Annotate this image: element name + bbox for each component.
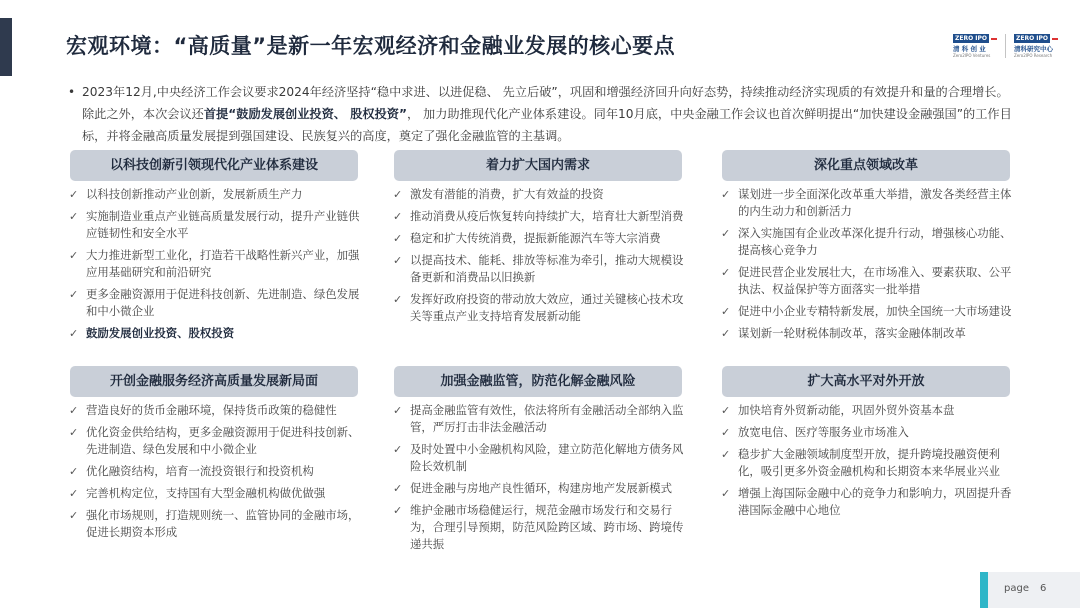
list-item: ✓ 以科技创新推动产业创新，发展新质生产力: [69, 187, 303, 201]
page-number-box: [980, 572, 1080, 608]
list-item: ✓ 推动消费从疫后恢复转向持续扩大，培育壮大新型消费: [393, 209, 684, 223]
list-item: ✓ 更多金融资源用于促进科技创新、先进制造、绿色发展和中小微企业: [69, 287, 360, 318]
page-title: 宏观环境：“高质量”是新一年宏观经济和金融业发展的核心要点: [66, 34, 676, 58]
list-item: ✓ 实施制造业重点产业链高质量发展行动，提升产业链供应链韧性和安全水平: [69, 209, 360, 240]
section-domestic-demand: [392, 150, 692, 325]
list-item: ✓ 谋划新一轮财税体制改革，落实金融体制改革: [721, 326, 966, 340]
check-icon: ✓: [393, 188, 403, 201]
section-header: 深化重点领域改革: [722, 150, 1010, 181]
check-icon: ✓: [393, 504, 403, 517]
check-icon: ✓: [393, 254, 403, 267]
list-item: ✓ 鼓励发展创业投资、股权投资: [69, 326, 235, 340]
list-item: ✓ 完善机构定位，支持国有大型金融机构做优做强: [69, 486, 326, 500]
logo-ventures: [953, 34, 997, 58]
logo-divider: [1005, 34, 1006, 58]
check-icon: ✓: [69, 249, 79, 262]
logo-dash: [1052, 38, 1058, 40]
list-item: ✓ 促进民营企业发展壮大，在市场准入、要素获取、公平执法、权益保护等方面落实一批举措: [721, 265, 1012, 296]
section-header: 以科技创新引领现代化产业体系建设: [70, 150, 358, 181]
section-header: 扩大高水平对外开放: [722, 366, 1010, 397]
list-item: ✓ 放宽电信、医疗等服务业市场准入: [721, 425, 909, 439]
check-icon: ✓: [721, 327, 731, 340]
check-icon: ✓: [69, 288, 79, 301]
list-item: ✓ 深入实施国有企业改革深化提升行动，增强核心功能、提高核心竞争力: [721, 226, 1012, 257]
check-icon: ✓: [69, 509, 79, 522]
check-icon: ✓: [69, 426, 79, 439]
logo-research: [1014, 34, 1058, 58]
check-icon: ✓: [721, 448, 731, 461]
list-item: ✓ 促进金融与房地产良性循环，构建房地产发展新模式: [393, 481, 672, 495]
list-item: ✓ 稳定和扩大传统消费，提振新能源汽车等大宗消费: [393, 231, 661, 245]
check-icon: ✓: [721, 305, 731, 318]
logo-mark: ZERO IPO: [955, 35, 987, 42]
list-item: ✓ 稳步扩大金融领域制度型开放，提升跨境投融资便利化，吸引更多外资金融机构和长期资本来华展业兴业: [721, 447, 1000, 478]
check-icon: ✓: [721, 227, 731, 240]
check-icon: ✓: [69, 465, 79, 478]
logo-dash: [991, 38, 997, 40]
bullet-icon: •: [68, 85, 76, 99]
check-icon: ✓: [393, 443, 403, 456]
check-icon: ✓: [393, 404, 403, 417]
check-icon: ✓: [721, 404, 731, 417]
section-finance-regulation: [392, 366, 692, 553]
intro-highlight: 首提“鼓励发展创业投资、 股权投资”: [203, 107, 407, 121]
check-icon: ✓: [69, 404, 79, 417]
list-item: ✓ 维护金融市场稳健运行，规范金融市场发行和交易行为，合理引导预期，防范风险跨区域、跨市场、跨境传递共振: [393, 503, 684, 551]
list-item: ✓ 大力推进新型工业化，打造若干战略性新兴产业，加强应用基础研究和前沿研究: [69, 248, 360, 279]
section-header: 加强金融监管，防范化解金融风险: [394, 366, 682, 397]
logo-en: Zero2IPO Research: [1014, 53, 1053, 58]
check-icon: ✓: [393, 232, 403, 245]
list-item: ✓ 增强上海国际金融中心的竞争力和影响力，巩固提升香港国际金融中心地位: [721, 486, 1012, 517]
check-icon: ✓: [393, 293, 403, 306]
check-icon: ✓: [393, 482, 403, 495]
list-item: ✓ 谋划进一步全面深化改革重大举措，激发各类经营主体的内生动力和创新活力: [721, 187, 1012, 218]
list-item: ✓ 加快培育外贸新动能，巩固外贸外资基本盘: [721, 403, 955, 417]
check-icon: ✓: [721, 426, 731, 439]
list-item: ✓ 提高金融监管有效性，依法将所有金融活动全部纳入监管，严厉打击非法金融活动: [393, 403, 684, 434]
list-item: ✓ 及时处置中小金融机构风险，建立防范化解地方债务风险长效机制: [393, 442, 684, 473]
list-item: ✓ 强化市场规则，打造规则统一、监管协同的金融市场，促进长期资本形成: [69, 508, 360, 539]
check-icon: ✓: [393, 210, 403, 223]
check-icon: ✓: [69, 487, 79, 500]
list-item: ✓ 优化资金供给结构，更多金融资源用于促进科技创新、先进制造、绿色发展和中小微企业: [69, 425, 360, 456]
accent-bar: [0, 18, 12, 76]
page-number: 6: [1040, 583, 1047, 594]
list-item: ✓ 发挥好政府投资的带动放大效应，通过关键核心技术攻关等重点产业支持培育发展新动能: [393, 292, 684, 323]
section-tech-innovation: [68, 150, 368, 342]
check-icon: ✓: [69, 188, 79, 201]
list-item: ✓ 营造良好的货币金融环境，保持货币政策的稳健性: [69, 403, 337, 417]
intro-text-2: ， 加力助推现代化产业体系建设。同年10月底，中央金融工作会议也首次鲜明提出“加快建设金融强国”的工作目标，并将金融高质量发展提到强国建设、民族复兴的高度，奠定了强化金融监管的主基调。: [82, 107, 1012, 143]
logo-mark: ZERO IPO: [1016, 35, 1048, 42]
page-label: page: [1004, 583, 1029, 594]
list-item: ✓ 以提高技术、能耗、排放等标准为牵引，推动大规模设备更新和消费品以旧换新: [393, 253, 684, 284]
list-item: ✓ 优化融资结构，培育一流投资银行和投资机构: [69, 464, 314, 478]
check-icon: ✓: [69, 327, 79, 340]
check-icon: ✓: [721, 487, 731, 500]
check-icon: ✓: [69, 210, 79, 223]
logo-cn: 清科研究中心: [1014, 45, 1053, 53]
check-icon: ✓: [721, 266, 731, 279]
list-item: ✓ 促进中小企业专精特新发展，加快全国统一大市场建设: [721, 304, 1012, 318]
intro-paragraph: [68, 81, 1020, 147]
list-item: ✓ 激发有潜能的消费，扩大有效益的投资: [393, 187, 604, 201]
section-opening-up: [720, 366, 1020, 519]
logo-group: [953, 34, 1058, 58]
logo-cn: 清 科 创 业: [953, 45, 986, 53]
section-header: 着力扩大国内需求: [394, 150, 682, 181]
section-finance-service: [68, 366, 368, 541]
logo-en: Zero2IPO Ventures: [953, 53, 991, 58]
section-header: 开创金融服务经济高质量发展新局面: [70, 366, 358, 397]
intro-text-1: 2023年12月,中央经济工作会议要求2024年经济坚持“稳中求进、以进促稳、 先立后破”，巩固和增强经济回升向好态势，持续推动经济实现质的有效提升和量的合理增长。除此之外，本次会议还: [82, 85, 1009, 121]
page-accent: [980, 572, 988, 608]
check-icon: ✓: [721, 188, 731, 201]
section-key-reform: [720, 150, 1020, 342]
